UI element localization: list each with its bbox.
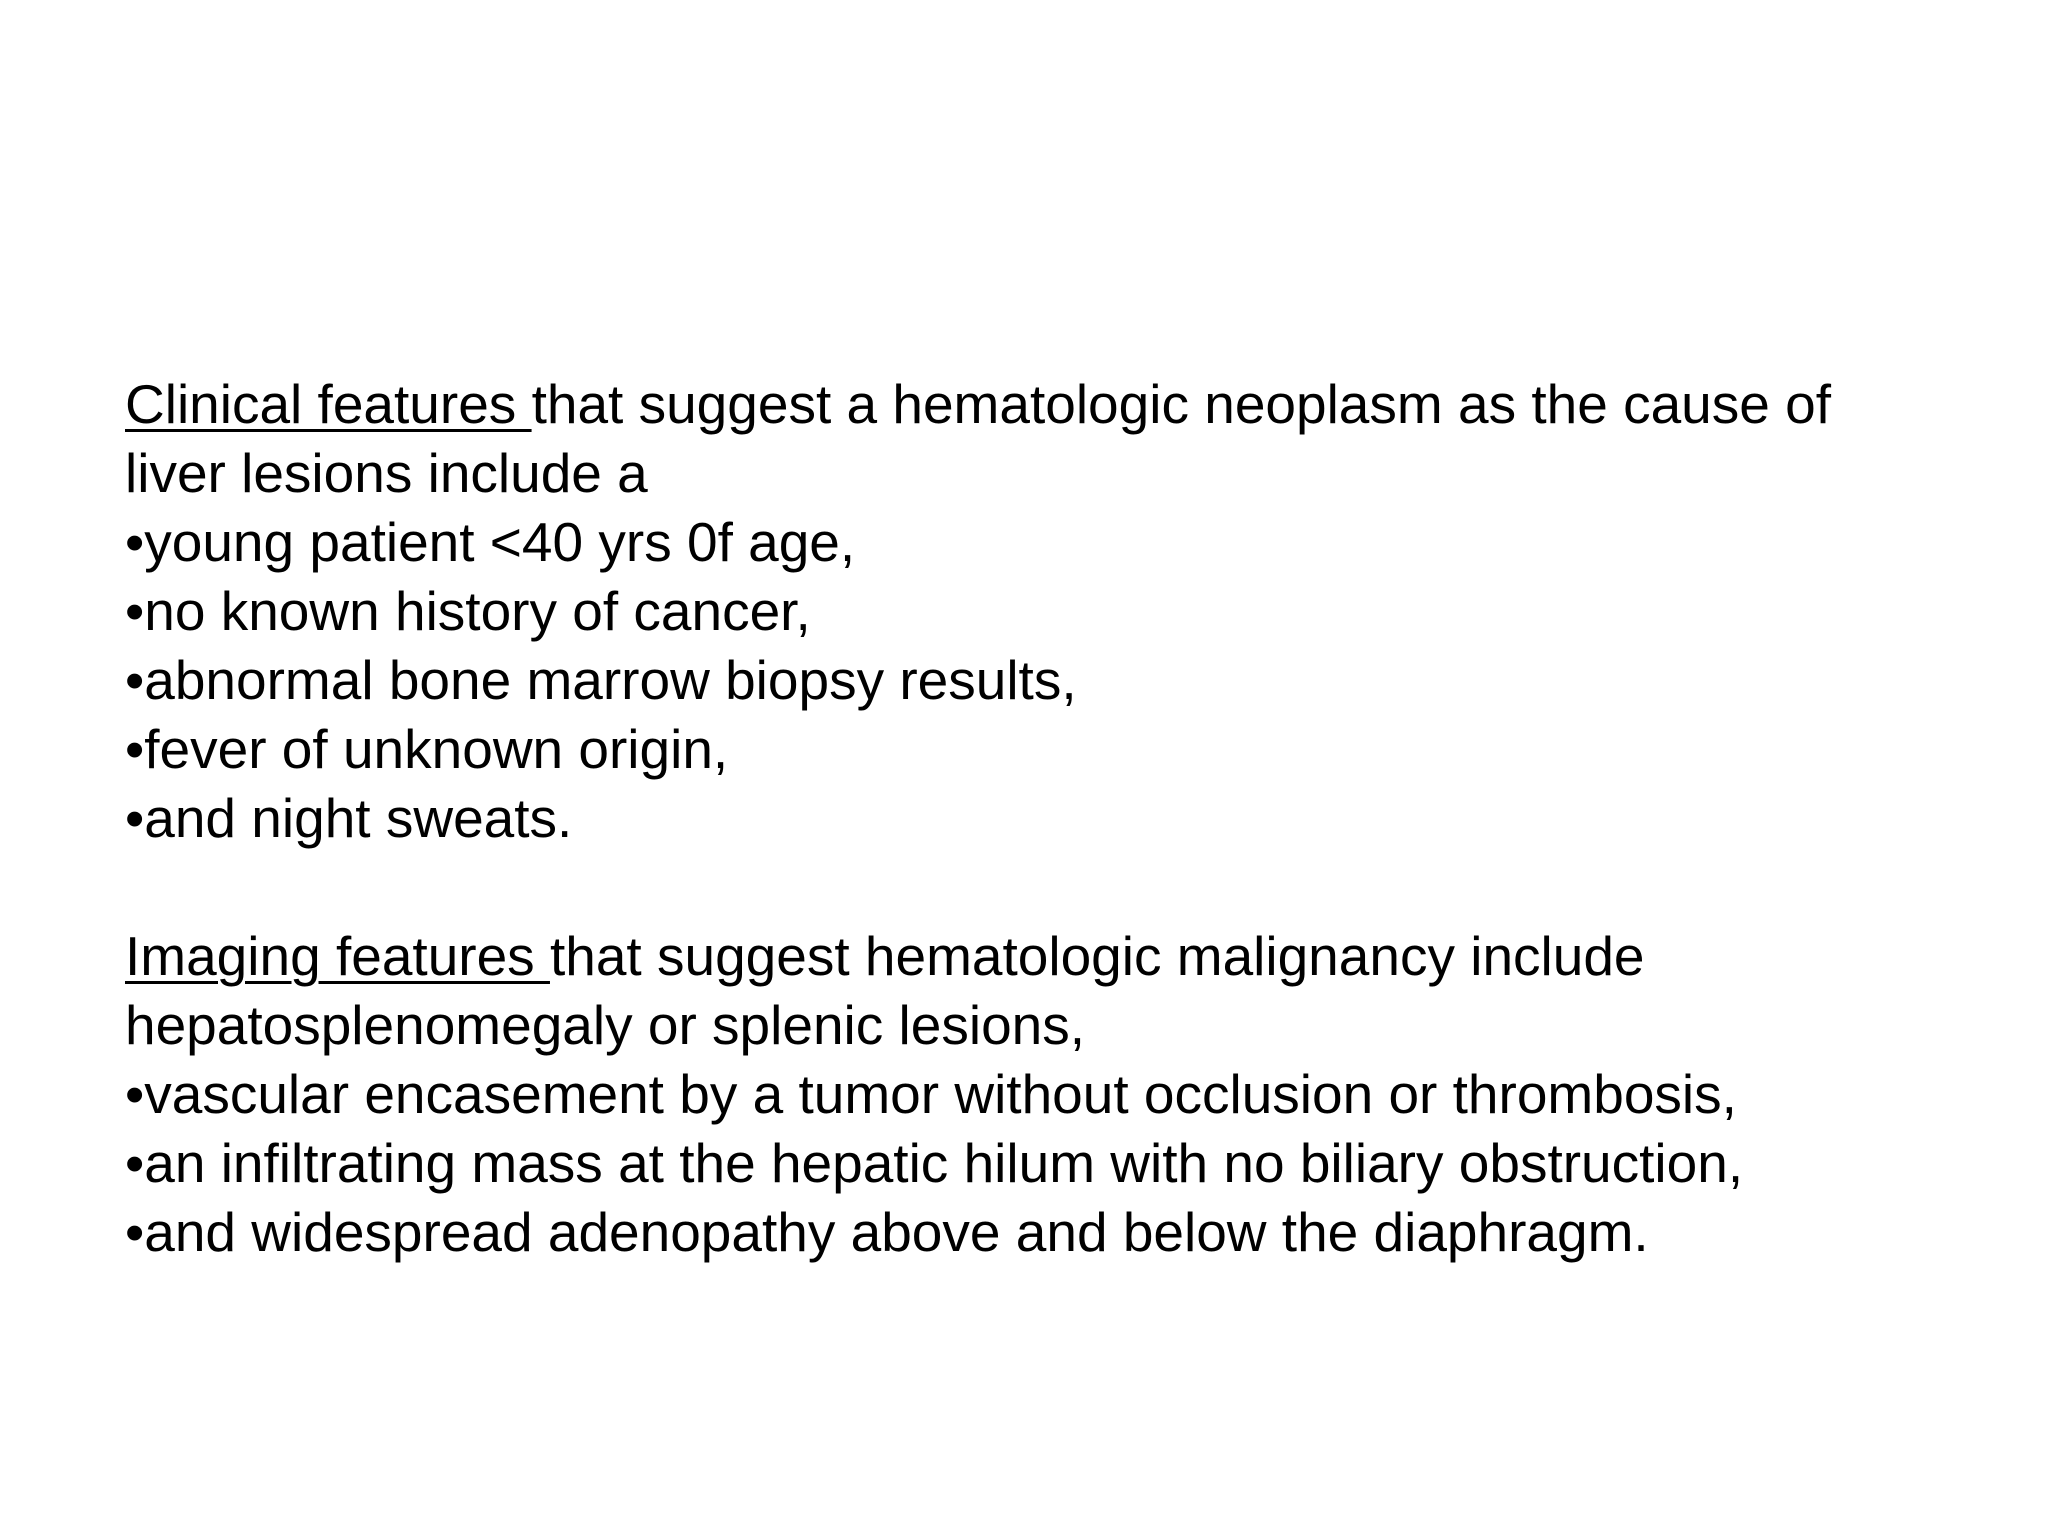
- imaging-bullet: •vascular encasement by a tumor without occlusion or thrombosis,: [125, 1063, 1737, 1125]
- section-spacer: [125, 853, 2005, 922]
- imaging-heading-line: [125, 922, 2005, 991]
- clinical-bullet: •abnormal bone marrow biopsy results,: [125, 649, 1077, 711]
- clinical-features-label: Clinical features: [125, 373, 532, 435]
- imaging-heading-continuation: hepatosplenomegaly or splenic lesions,: [125, 994, 1086, 1056]
- imaging-bullet: •an infiltrating mass at the hepatic hilum with no biliary obstruction,: [125, 1132, 1744, 1194]
- clinical-heading-text: that suggest a hematologic neoplasm as the cause of: [531, 373, 1832, 435]
- imaging-bullet: •and widespread adenopathy above and below the diaphragm.: [125, 1201, 1649, 1263]
- clinical-heading-continuation: liver lesions include a: [125, 442, 648, 504]
- clinical-bullet: •young patient <40 yrs 0f age,: [125, 511, 856, 573]
- clinical-bullet: •and night sweats.: [125, 787, 573, 849]
- clinical-heading-line: [125, 370, 2005, 439]
- imaging-features-label: Imaging features: [125, 925, 550, 987]
- clinical-bullet: •no known history of cancer,: [125, 580, 811, 642]
- imaging-heading-text: that suggest hematologic malignancy include: [549, 925, 1645, 987]
- clinical-bullet: •fever of unknown origin,: [125, 718, 729, 780]
- slide-body: [125, 370, 2005, 1267]
